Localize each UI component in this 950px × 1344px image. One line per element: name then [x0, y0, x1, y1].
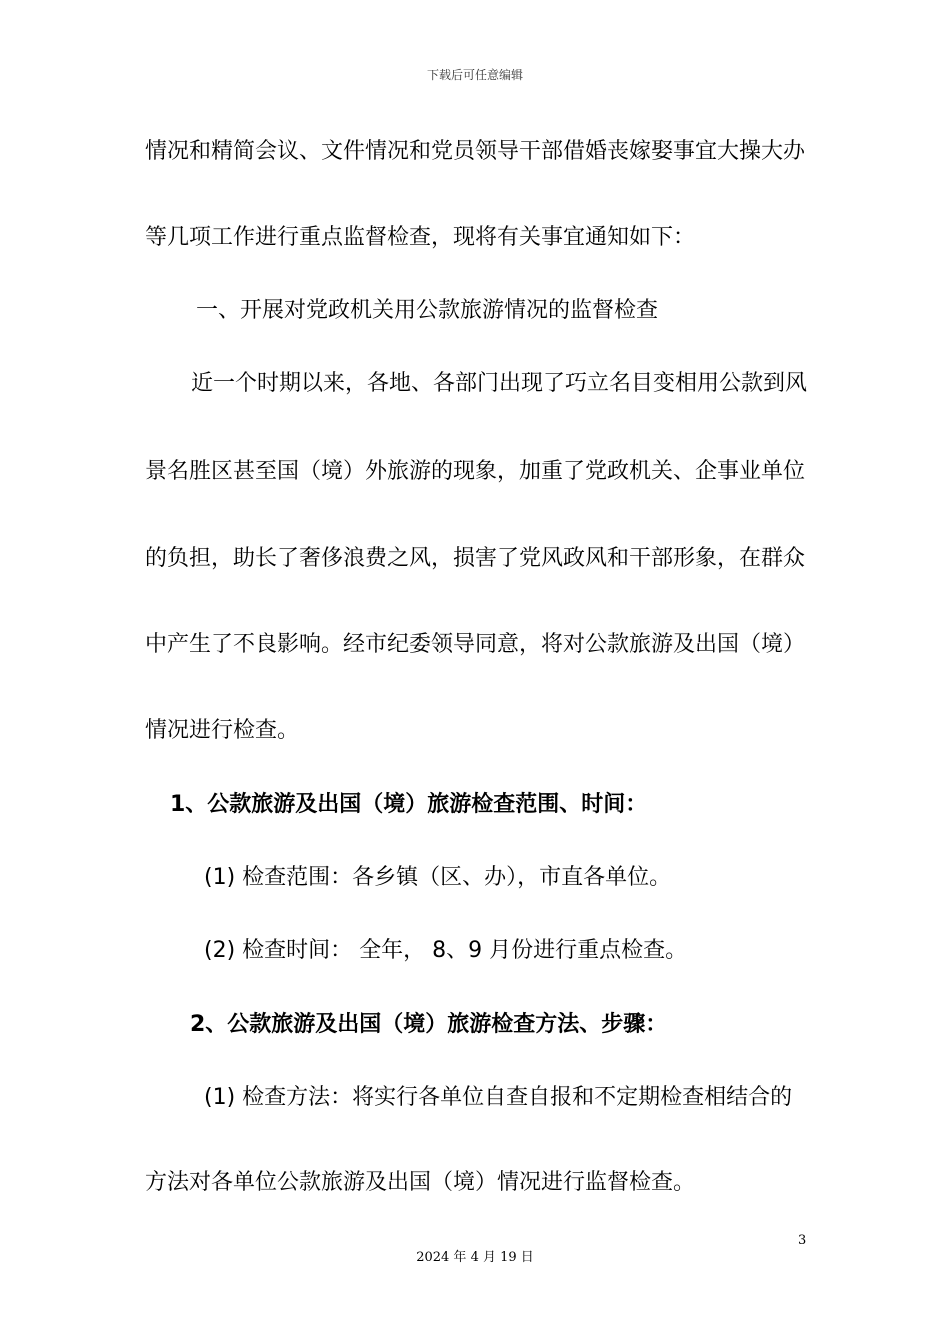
item-time: (2) 检查时间： 全年， 8、9 月份进行重点检查。 [204, 938, 688, 963]
body-line-4: 近一个时期以来，各地、各部门出现了巧立名目变相用公款到风 [191, 371, 808, 396]
body-line-5: 景名胜区甚至国（境）外旅游的现象，加重了党政机关、企事业单位 [145, 459, 806, 484]
body-line-1: 情况和精简会议、文件情况和党员领导干部借婚丧嫁娶事宜大操大办 [145, 139, 806, 164]
body-line-2: 等几项工作进行重点监督检查，现将有关事宜通知如下： [145, 225, 696, 250]
body-line-7: 中产生了不良影响。经市纪委领导同意，将对公款旅游及出国（境） [145, 632, 806, 657]
footer-date: 2024 年 4 月 19 日 [416, 1250, 534, 1265]
item-scope: (1) 检查范围：各乡镇（区、办），市直各单位。 [204, 865, 672, 890]
subheading-1: 1、公款旅游及出国（境）旅游检查范围、时间： [170, 792, 648, 817]
page-number: 3 [798, 1233, 807, 1248]
subheading-2: 2、公款旅游及出国（境）旅游检查方法、步骤： [190, 1012, 668, 1037]
page-header: 下载后可任意编辑 [426, 68, 523, 82]
body-line-14: 方法对各单位公款旅游及出国（境）情况进行监督检查。 [145, 1170, 696, 1195]
section-heading-1: 一、开展对党政机关用公款旅游情况的监督检查 [196, 298, 659, 323]
body-line-8: 情况进行检查。 [145, 718, 300, 743]
body-line-6: 的负担，助长了奢侈浪费之风，损害了党风政风和干部形象，在群众 [145, 546, 806, 571]
item-method: (1) 检查方法：将实行各单位自查自报和不定期检查相结合的 [204, 1085, 793, 1110]
